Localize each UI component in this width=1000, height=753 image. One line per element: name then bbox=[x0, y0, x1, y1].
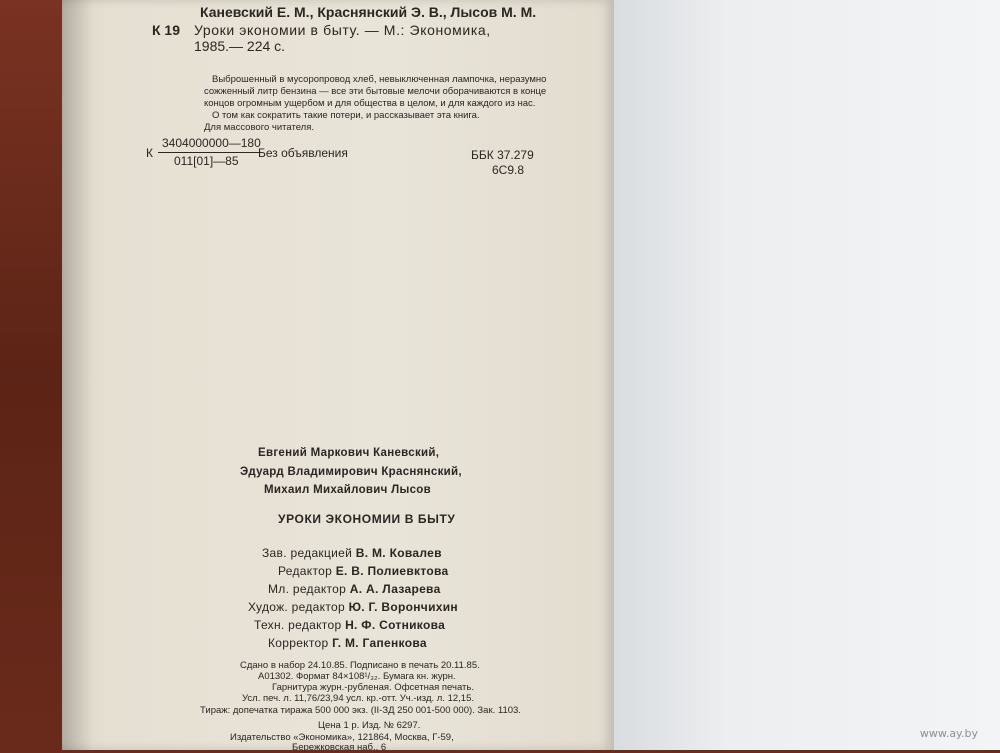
annotation-line: концов огромным ущербом и для общества в целом, и для каждого из нас. bbox=[204, 98, 536, 109]
credit-role: Зав. редакцией bbox=[262, 546, 353, 560]
credit-line bbox=[268, 636, 427, 650]
bbk-code: ББК 37.279 bbox=[471, 148, 534, 162]
credit-person: В. М. Ковалев bbox=[355, 546, 442, 560]
author-full-name: Эдуард Владимирович Краснянский, bbox=[240, 466, 462, 478]
credit-line bbox=[254, 618, 445, 632]
credit-role: Техн. редактор bbox=[254, 618, 342, 632]
print-run-visible: Тираж: допечатка тиража 500 000 экз. (II-ЗД 250 001-500 000). Зак. 1103. bbox=[200, 705, 521, 716]
watermark-text: www.ay.by bbox=[919, 727, 978, 740]
book-page bbox=[62, 0, 614, 753]
credit-line bbox=[278, 564, 448, 578]
page-gutter-shadow bbox=[62, 0, 92, 750]
authors-short: Каневский Е. М., Краснянский Э. В., Лысов М. М. bbox=[200, 4, 537, 20]
no-ads-note: Без объявления bbox=[258, 146, 348, 160]
author-full-name: Евгений Маркович Каневский, bbox=[258, 447, 440, 459]
price-line: Цена 1 р. Изд. № 6297. bbox=[318, 720, 421, 731]
catalog-numerator: 3404000000—180 bbox=[162, 136, 261, 150]
credit-line bbox=[248, 600, 458, 614]
credit-person: Ю. Г. Ворончихин bbox=[348, 600, 458, 614]
credit-line bbox=[262, 546, 442, 560]
author-full-name: Михаил Михайлович Лысов bbox=[264, 484, 431, 496]
publisher-line: Бережковская наб., 6 bbox=[292, 742, 387, 753]
credit-person: Г. М. Гапенкова bbox=[332, 636, 427, 650]
credit-line bbox=[268, 582, 441, 596]
imprint-line: Сдано в набор 24.10.85. Подписано в печать 20.11.85. bbox=[240, 660, 480, 671]
fraction-line bbox=[158, 152, 262, 153]
book-citation-line2: 1985.— 224 с. bbox=[194, 38, 286, 54]
imprint-line: Гарнитура журн.-рубленая. Офсетная печать. bbox=[272, 682, 474, 693]
credit-role: Мл. редактор bbox=[268, 582, 347, 596]
annotation-line: Для массового читателя. bbox=[204, 122, 314, 133]
credit-person: А. А. Лазарева bbox=[349, 582, 441, 596]
credit-role: Редактор bbox=[278, 564, 333, 578]
credit-person: Е. В. Полиевктова bbox=[335, 564, 449, 578]
credit-person: Н. Ф. Сотникова bbox=[345, 618, 446, 632]
book-citation-line1: Уроки экономии в быту. — М.: Экономика, bbox=[194, 22, 491, 38]
imprint-line: Усл. печ. л. 11,76/23,94 усл. кр.-отт. Уч.-изд. л. 12,15. bbox=[242, 693, 475, 704]
publisher-line: Издательство «Экономика», 121864, Москва, Г-59, bbox=[230, 732, 454, 743]
credit-role: Худож. редактор bbox=[248, 600, 345, 614]
catalog-denominator: 011[01]—85 bbox=[174, 154, 239, 168]
annotation-line: сожженный литр бензина — все эти бытовые мелочи оборачиваются в конце bbox=[204, 86, 547, 97]
catalog-k-letter: К bbox=[146, 146, 153, 160]
annotation-line: Выброшенный в мусоропровод хлеб, невыключенная лампочка, неразумно bbox=[212, 74, 547, 85]
catalog-code: К 19 bbox=[152, 22, 181, 38]
credit-role: Корректор bbox=[268, 636, 329, 650]
annotation-line: О том как сократить такие потери, и рассказывает эта книга. bbox=[212, 110, 480, 121]
book-title: УРОКИ ЭКОНОМИИ В БЫТУ bbox=[278, 512, 456, 526]
imprint-line: А01302. Формат 84×108¹/₃₂. Бумага кн. журн. bbox=[258, 671, 456, 682]
facing-blank-page bbox=[610, 0, 1000, 750]
udc-code: 6С9.8 bbox=[492, 163, 525, 177]
